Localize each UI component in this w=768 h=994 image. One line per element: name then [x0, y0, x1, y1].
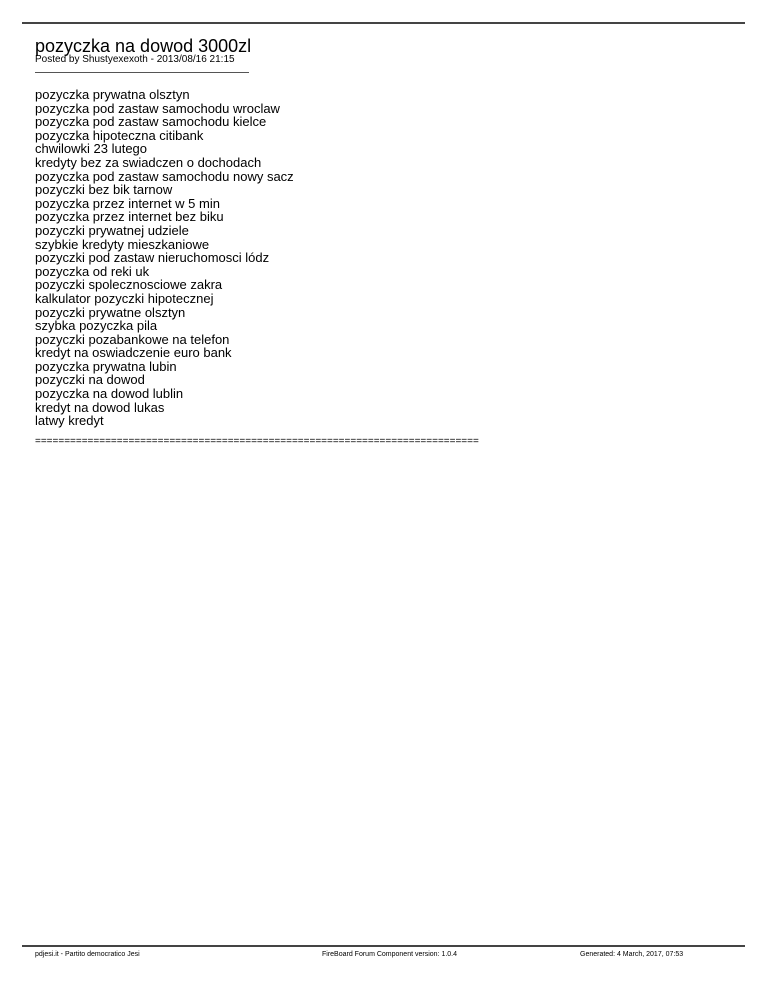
- post-line: kredyt na dowod lukas: [35, 399, 165, 415]
- post-line: pozyczki prywatne olsztyn: [35, 304, 186, 320]
- top-rule: [22, 22, 745, 24]
- footer-component: FireBoard Forum Component version: 1.0.4: [322, 951, 458, 958]
- post-line: pozyczka na dowod lublin: [35, 386, 184, 402]
- post-meta: Posted by Shustyexexoth - 2013/08/16 21:15: [35, 54, 235, 65]
- post-line: pozyczka prywatna lubin: [35, 358, 177, 374]
- post-line: pozyczka prywatna olsztyn: [35, 87, 190, 102]
- meta-rule: [35, 72, 249, 73]
- post-line: kalkulator pozyczki hipotecznej: [35, 290, 214, 306]
- post-line: pozyczka pod zastaw samochodu kielce: [35, 114, 267, 130]
- post-body: [35, 88, 294, 428]
- post-line: kredyt na oswiadczenie euro bank: [35, 345, 232, 361]
- post-line: pozyczka przez internet bez biku: [35, 209, 224, 225]
- post-line: szybka pozyczka pila: [35, 318, 158, 334]
- post-line: pozyczka przez internet w 5 min: [35, 195, 220, 211]
- post-line: pozyczki spolecznosciowe zakra: [35, 277, 223, 293]
- post-line: pozyczka od reki uk: [35, 263, 150, 279]
- post-line: pozyczka pod zastaw samochodu nowy sacz: [35, 168, 294, 184]
- post-separator: ============================================================================: [35, 436, 479, 447]
- post-line: pozyczka pod zastaw samochodu wroclaw: [35, 100, 280, 116]
- post-line: latwy kredyt: [35, 413, 104, 429]
- post-title: pozyczka na dowod 3000zl: [35, 36, 252, 56]
- post-line: chwilowki 23 lutego: [35, 141, 148, 157]
- post-line: pozyczka hipoteczna citibank: [35, 127, 204, 143]
- post-line: pozyczki prywatnej udziele: [35, 222, 189, 238]
- post-line: szybkie kredyty mieszkaniowe: [35, 236, 210, 252]
- footer-site: pdjesi.it - Partito democratico Jesi: [35, 951, 140, 958]
- post-line: pozyczki na dowod: [35, 372, 145, 388]
- post-line: pozyczki pozabankowe na telefon: [35, 331, 230, 347]
- post-line: pozyczki bez bik tarnow: [35, 182, 173, 198]
- footer-generated: Generated: 4 March, 2017, 07:53: [580, 951, 684, 958]
- post-line: pozyczki pod zastaw nieruchomosci lódz: [35, 250, 270, 266]
- bottom-rule: [22, 945, 745, 947]
- post-line: kredyty bez za swiadczen o dochodach: [35, 154, 262, 170]
